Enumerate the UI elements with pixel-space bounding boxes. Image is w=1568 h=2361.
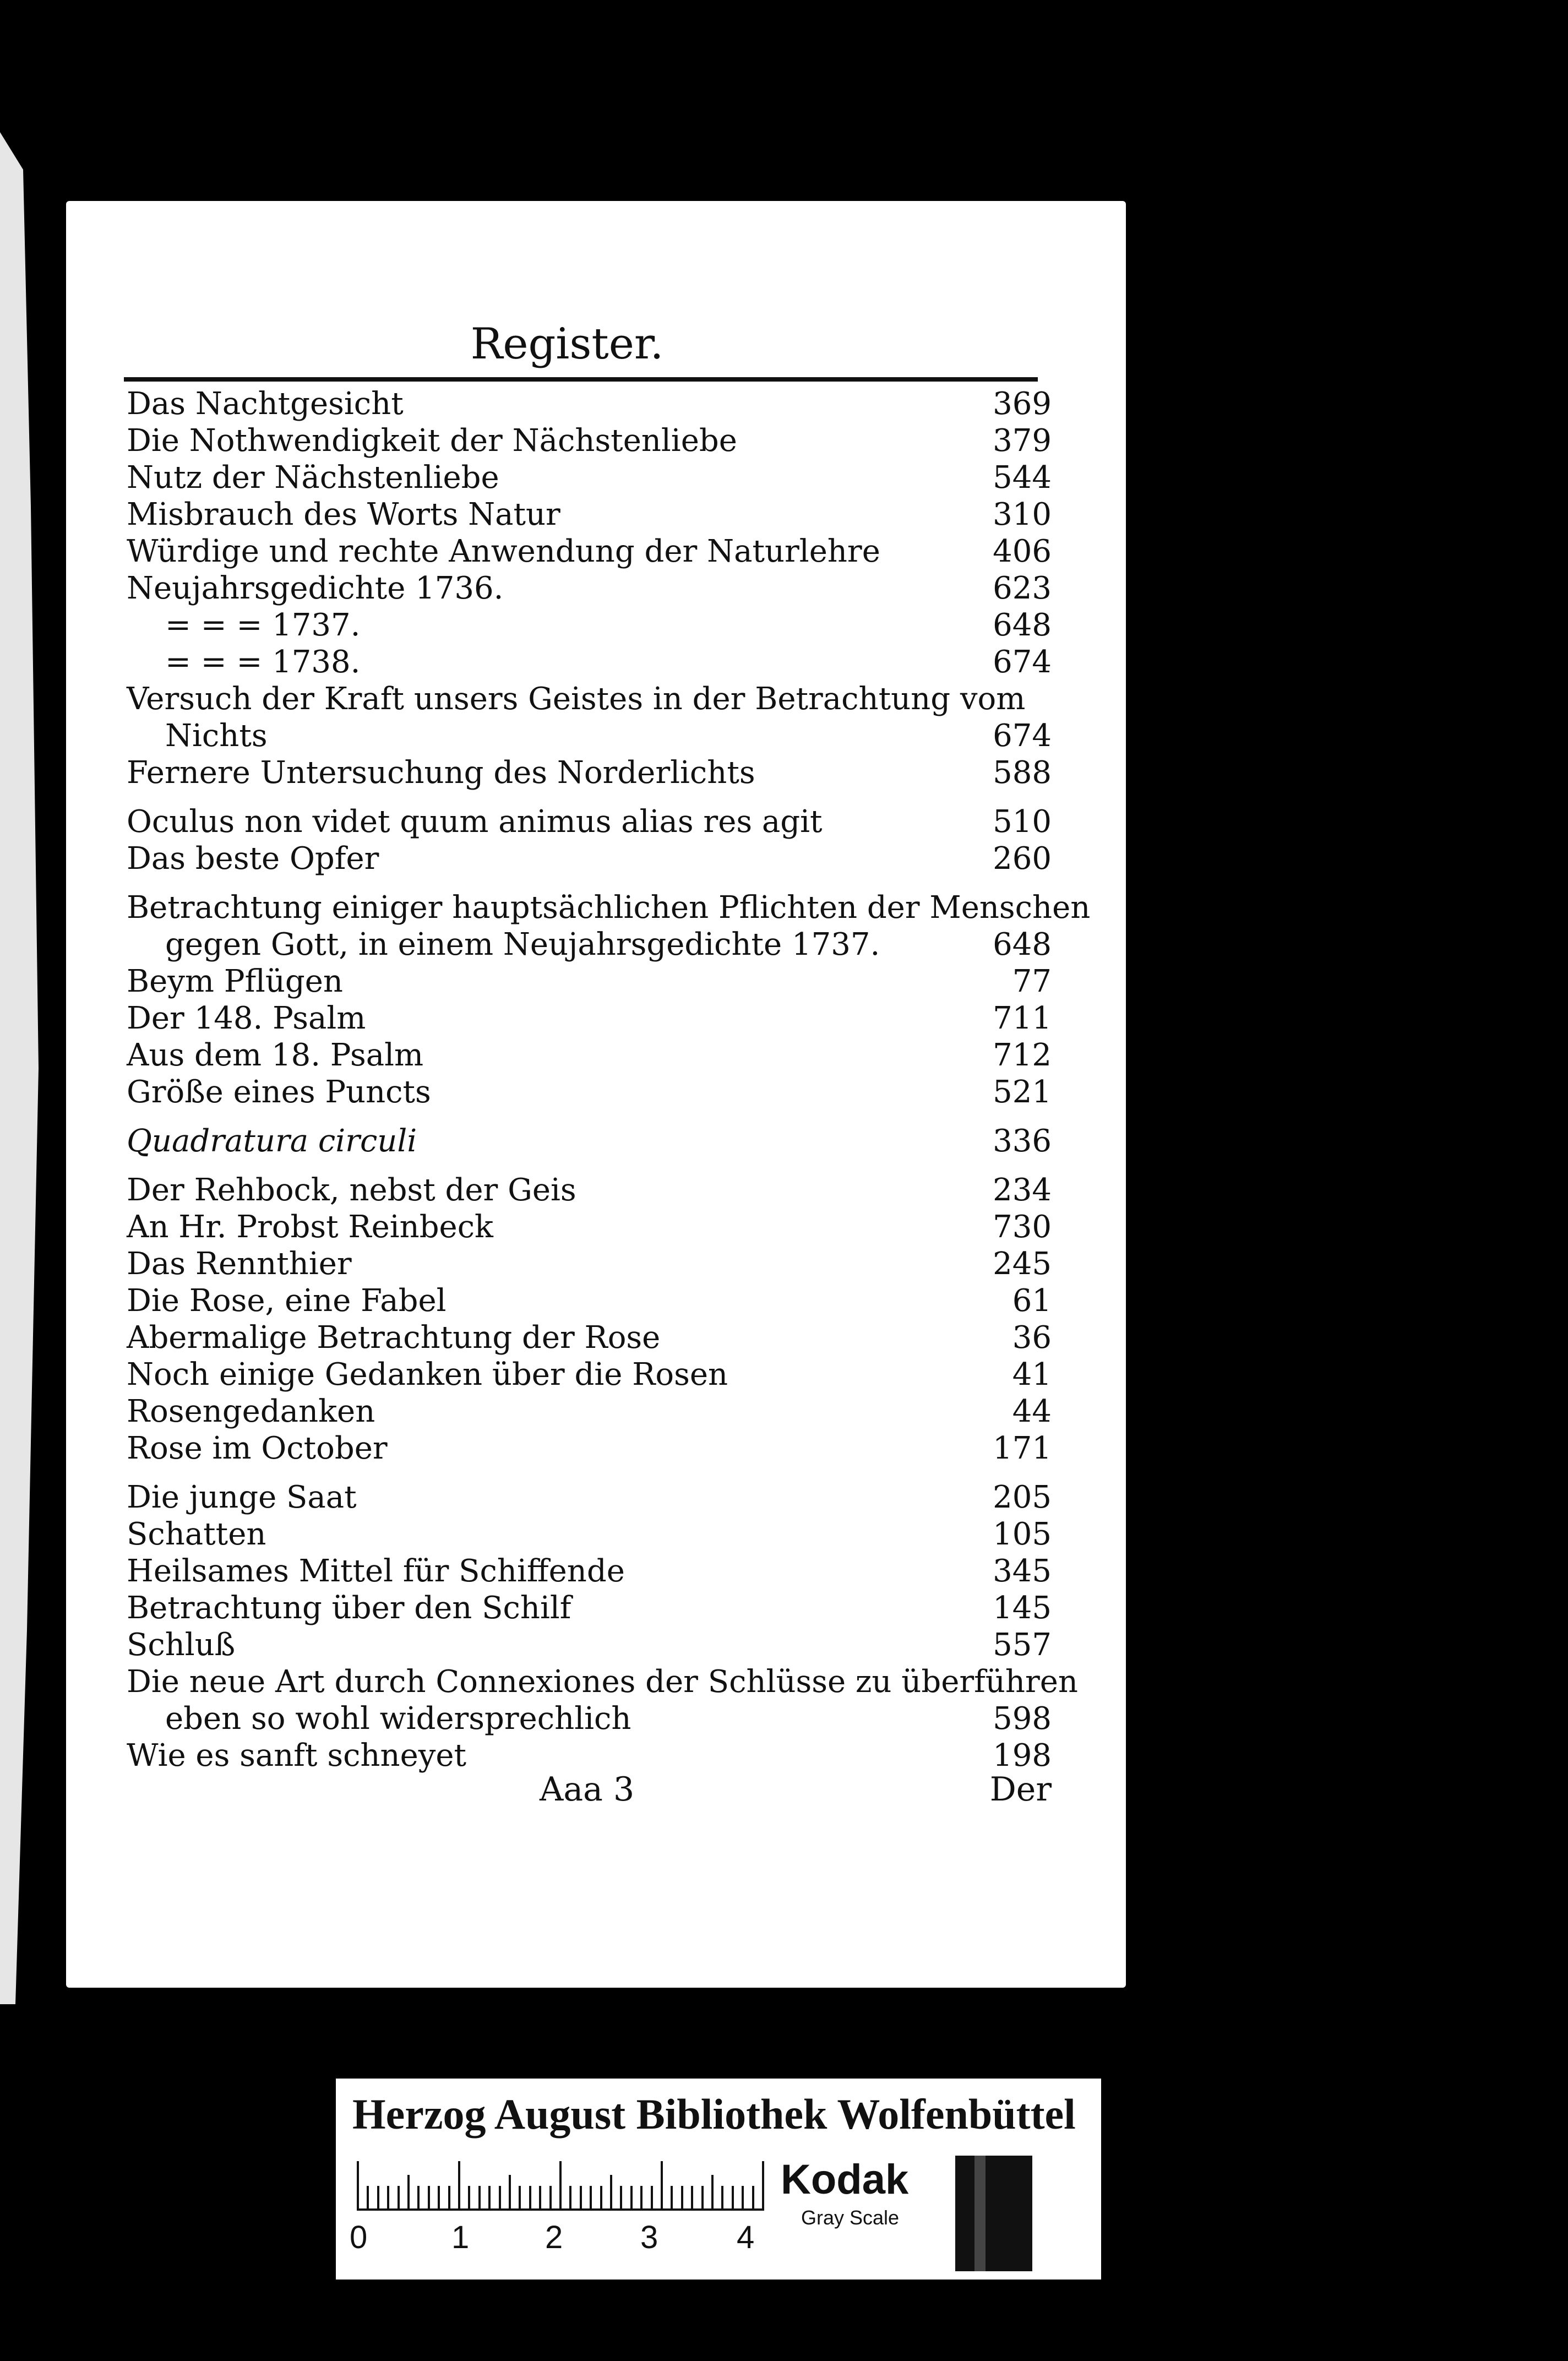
register-entry (127, 385, 1052, 422)
ruler-tick (417, 2186, 420, 2211)
entry-page: 245 (993, 1246, 1052, 1282)
ruler-tick (620, 2186, 622, 2211)
register-entry (127, 1000, 1052, 1037)
ruler-tick (377, 2186, 379, 2211)
entry-page: 674 (993, 644, 1052, 680)
ruler-tick (519, 2186, 521, 2211)
entry-title: Rosengedanken (127, 1394, 375, 1429)
gray-patch-stripe (974, 2156, 986, 2271)
register-entry (127, 1245, 1052, 1282)
ruler-tick (499, 2186, 501, 2211)
register-entry (127, 1123, 1052, 1160)
entry-title: Misbrauch des Worts Natur (127, 497, 560, 532)
entry-page: 510 (993, 804, 1052, 840)
entry-title: Betrachtung über den Schilf (127, 1590, 571, 1626)
ruler-tick (721, 2186, 723, 2211)
entry-page: 345 (993, 1553, 1052, 1589)
entry-title: Die Rose, eine Fabel (127, 1283, 447, 1319)
entry-page: 588 (993, 755, 1052, 791)
ruler-label: 1 (451, 2219, 470, 2255)
ruler-label: 2 (545, 2219, 563, 2255)
entry-page: 369 (993, 386, 1052, 422)
entry-page: 557 (993, 1627, 1052, 1663)
entry-page: 648 (993, 607, 1052, 643)
ruler-tick (468, 2186, 470, 2211)
register-entry (127, 840, 1052, 877)
register-entry (127, 1663, 1078, 1700)
entry-page: 544 (993, 460, 1052, 496)
ruler-tick (742, 2186, 744, 2211)
register-entry (127, 1590, 1052, 1626)
entry-page: 598 (993, 1701, 1052, 1737)
entry-title: Betrachtung einiger hauptsächlichen Pflichten der Menschen (127, 890, 1091, 926)
entry-title: = = = 1737. (165, 607, 361, 643)
entry-title: Das beste Opfer (127, 841, 379, 877)
entry-page: 41 (1012, 1357, 1052, 1392)
signature-mark: Aaa 3 (540, 1770, 635, 1809)
previous-page-edge (0, 132, 39, 2004)
entry-page: 521 (993, 1074, 1052, 1110)
entry-page: 730 (993, 1209, 1052, 1245)
entry-title: Versuch der Kraft unsers Geistes in der Betrachtung vom (127, 681, 1026, 717)
ruler-tick (762, 2161, 764, 2211)
ruler-tick (752, 2186, 754, 2211)
entry-title: Abermalige Betrachtung der Rose (127, 1320, 661, 1356)
entry-page: 205 (993, 1479, 1052, 1515)
ruler-tick (640, 2186, 643, 2211)
ruler-tick (701, 2186, 704, 2211)
entry-title: Noch einige Gedanken über die Rosen (127, 1357, 728, 1392)
ruler-tick (529, 2186, 531, 2211)
register-entry (127, 803, 1052, 840)
entry-title: Oculus non videt quum animus alias res agit (127, 804, 823, 840)
page-header: Register. (470, 319, 664, 369)
ruler-tick (651, 2186, 653, 2211)
entry-title: An Hr. Probst Reinbeck (127, 1209, 493, 1245)
register-entry (127, 496, 1052, 533)
ruler-tick (357, 2161, 359, 2211)
header-rule (124, 377, 1038, 382)
entry-title: eben so wohl widersprechlich (165, 1701, 631, 1737)
entry-title: Der Rehbock, nebst der Geis (127, 1172, 576, 1208)
entry-page: 712 (993, 1037, 1052, 1073)
ruler-label: 3 (640, 2219, 658, 2255)
entry-title: Die Nothwendigkeit der Nächstenliebe (127, 423, 737, 459)
ruler-tick (478, 2186, 481, 2211)
entry-page: 61 (1012, 1283, 1052, 1319)
register-entry (127, 1553, 1052, 1590)
entry-page: 260 (993, 841, 1052, 877)
entry-title: Heilsames Mittel für Schiffende (127, 1553, 625, 1589)
gray-patch (955, 2156, 1032, 2271)
register-entry (127, 1479, 1052, 1516)
register-entry (127, 1172, 1052, 1209)
library-name: Herzog August Bibliothek Wolfenbüttel (352, 2090, 1076, 2138)
gray-scale-label: Gray Scale (801, 2206, 900, 2229)
entry-title: Wie es sanft schneyet (127, 1738, 466, 1774)
ruler-tick (448, 2186, 450, 2211)
entry-title: gegen Gott, in einem Neujahrsgedichte 1737. (165, 927, 880, 962)
entry-page: 379 (993, 423, 1052, 459)
entry-page: 198 (993, 1738, 1052, 1774)
ruler-tick (590, 2186, 592, 2211)
register-entry (127, 1626, 1052, 1663)
register-entry (127, 754, 1052, 791)
entry-page: 36 (1012, 1320, 1052, 1356)
entry-title: Nichts (165, 718, 268, 754)
ruler-tick (539, 2186, 541, 2211)
register-entry (127, 644, 1052, 681)
entry-title: Größe eines Puncts (127, 1074, 431, 1110)
entry-title: Das Rennthier (127, 1246, 352, 1282)
ruler-label: 4 (737, 2219, 755, 2255)
register-entry (127, 1282, 1052, 1319)
book-page (66, 201, 1126, 1988)
ruler-tick (488, 2186, 491, 2211)
entry-title: Quadratura circuli (127, 1123, 417, 1159)
register-entry (127, 607, 1052, 644)
ruler-tick (711, 2175, 714, 2211)
ruler-tick (559, 2161, 562, 2211)
register-entry (127, 1319, 1052, 1356)
entry-title: Neujahrsgedichte 1736. (127, 570, 504, 606)
register-entry (127, 889, 1091, 926)
entry-page: 44 (1012, 1394, 1052, 1429)
ruler-tick (691, 2186, 693, 2211)
ruler-tick (509, 2175, 511, 2211)
register-entry (127, 459, 1052, 496)
ruler-tick (630, 2186, 633, 2211)
entry-title: Schluß (127, 1627, 236, 1663)
ruler-tick (569, 2186, 571, 2211)
entry-page: 234 (993, 1172, 1052, 1208)
entry-title: Die junge Saat (127, 1479, 357, 1515)
ruler-tick (458, 2161, 460, 2211)
entry-page: 674 (993, 718, 1052, 754)
entry-page: 310 (993, 497, 1052, 532)
ruler-tick (681, 2186, 683, 2211)
register-entry (127, 681, 1052, 717)
ruler-tick (438, 2186, 440, 2211)
entry-title: Schatten (127, 1516, 266, 1552)
register-entry (127, 1209, 1052, 1245)
register-entry (127, 963, 1052, 1000)
entry-title: Beym Pflügen (127, 964, 343, 999)
entry-title: Würdige und rechte Anwendung der Naturlehre (127, 534, 880, 569)
entry-page: 406 (993, 534, 1052, 569)
entry-page: 336 (993, 1123, 1052, 1159)
scale-card (336, 2079, 1101, 2280)
entry-page: 171 (993, 1430, 1052, 1466)
ruler-tick (407, 2175, 410, 2211)
entry-title: Nutz der Nächstenliebe (127, 460, 499, 496)
ruler-tick (610, 2175, 612, 2211)
register-entry (127, 1737, 1052, 1774)
entry-title: Das Nachtgesicht (127, 386, 404, 422)
entry-title: Der 148. Psalm (127, 1000, 366, 1036)
entry-title: Aus dem 18. Psalm (127, 1037, 424, 1073)
ruler-tick (661, 2161, 663, 2211)
register-entry (127, 1393, 1052, 1430)
ruler-tick (600, 2186, 602, 2211)
entry-page: 623 (993, 570, 1052, 606)
entry-page: 145 (993, 1590, 1052, 1626)
register-entry (127, 717, 1052, 754)
ruler-tick (428, 2186, 430, 2211)
entry-title: Die neue Art durch Connexiones der Schlüsse zu überführen (127, 1664, 1078, 1700)
entry-title: Rose im October (127, 1430, 388, 1466)
register-entry (127, 570, 1052, 607)
ruler-tick (398, 2186, 400, 2211)
ruler-tick (580, 2186, 582, 2211)
entry-page: 648 (993, 927, 1052, 962)
register-entry (127, 422, 1052, 459)
register-entry (127, 1074, 1052, 1111)
ruler (357, 2161, 764, 2211)
register-entries (127, 385, 1091, 1774)
entry-page: 105 (993, 1516, 1052, 1552)
register-entry (127, 1700, 1052, 1737)
entry-title: Fernere Untersuchung des Norderlichts (127, 755, 755, 791)
catchword: Der (989, 1770, 1052, 1809)
kodak-logo: Kodak (781, 2156, 909, 2203)
register-entry (127, 926, 1052, 963)
register-entry (127, 1430, 1052, 1467)
ruler-tick (387, 2186, 389, 2211)
entry-page: 711 (993, 1000, 1052, 1036)
register-entry (127, 1037, 1052, 1074)
ruler-tick (732, 2186, 734, 2211)
register-entry (127, 1516, 1052, 1553)
entry-title: = = = 1738. (165, 644, 361, 680)
register-entry (127, 533, 1052, 570)
ruler-tick (367, 2186, 369, 2211)
register-entry (127, 1356, 1052, 1393)
ruler-tick (549, 2186, 552, 2211)
ruler-label: 0 (350, 2219, 368, 2255)
ruler-tick (671, 2186, 673, 2211)
entry-page: 77 (1012, 964, 1052, 999)
